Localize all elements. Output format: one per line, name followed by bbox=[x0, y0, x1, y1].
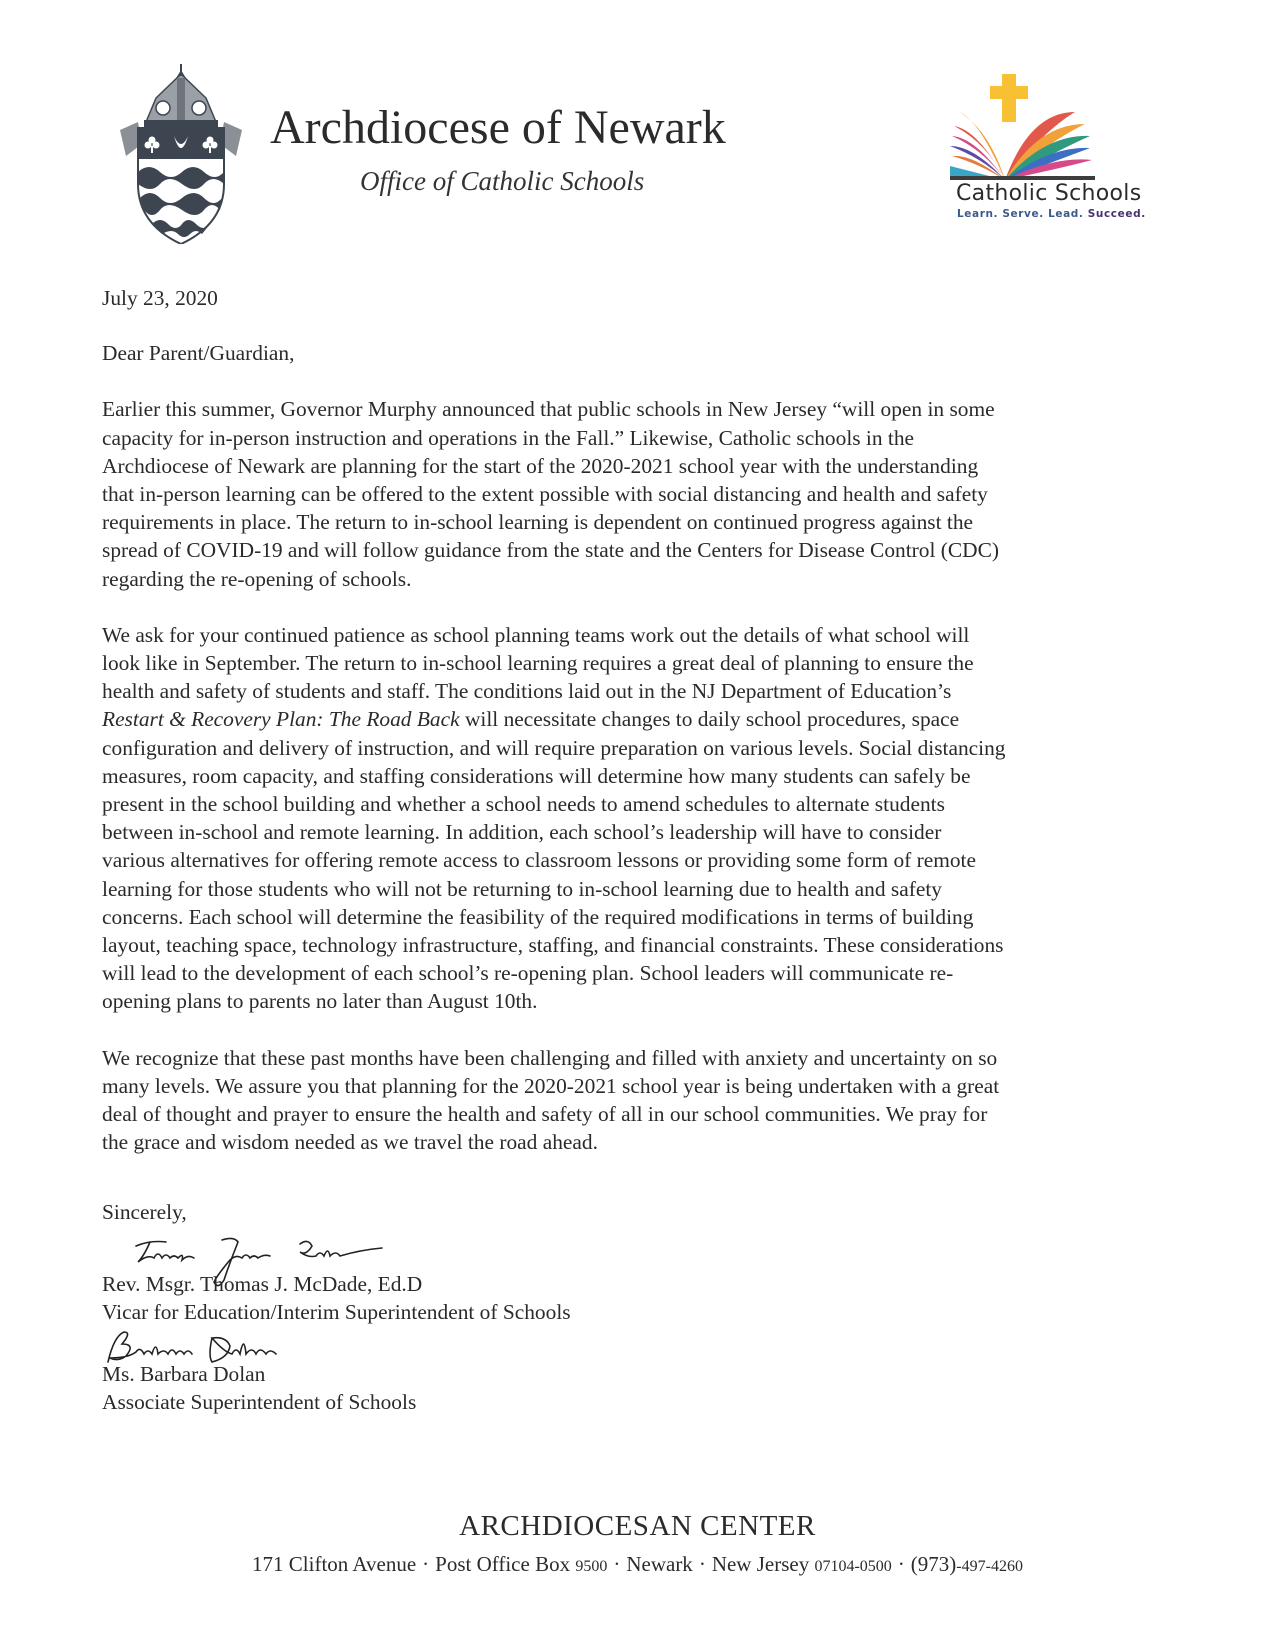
text-line: spread of COVID-19 and will follow guidance from the state and the Centers for Disease Control (CDC) bbox=[102, 538, 999, 563]
signatory-name: Rev. Msgr. Thomas J. McDade, Ed.D bbox=[102, 1272, 423, 1296]
text-line: between in-school and remote learning. In addition, each school’s leadership will have to consider bbox=[102, 820, 942, 845]
organization-subtitle: Office of Catholic Schools bbox=[360, 166, 645, 196]
footer-city: Newark bbox=[626, 1552, 693, 1576]
signatory-title: Vicar for Education/Interim Superintendent of Schools bbox=[102, 1300, 571, 1324]
paragraph-1 bbox=[102, 395, 1172, 592]
footer-po-box-label: Post Office Box bbox=[435, 1552, 571, 1576]
text-line: opening plans to parents no later than August 10th. bbox=[102, 989, 538, 1014]
signatory-2 bbox=[102, 1360, 416, 1416]
separator-dot: · bbox=[897, 1552, 905, 1576]
text-line: We ask for your continued patience as school planning teams work out the details of what school will bbox=[102, 622, 970, 647]
text-line: Earlier this summer, Governor Murphy announced that public schools in New Jersey “will open in some bbox=[102, 397, 995, 422]
footer-zip: 07104-0500 bbox=[814, 1558, 892, 1575]
text-line: capacity for in-person instruction and operations in the Fall.” Likewise, Catholic schools in the bbox=[102, 425, 915, 450]
text-line: present in the school building and whether a school needs to amend schedules to alternate students bbox=[102, 792, 945, 817]
text-line: Archdiocese of Newark are planning for the start of the 2020-2021 school year with the understanding bbox=[102, 453, 979, 478]
letter-body bbox=[102, 284, 1172, 1184]
signatory-name: Ms. Barbara Dolan bbox=[102, 1362, 266, 1386]
text-line: We recognize that these past months have been challenging and filled with anxiety and uncertainty on so bbox=[102, 1045, 998, 1070]
footer-phone: -497-4260 bbox=[956, 1558, 1023, 1575]
separator-dot: · bbox=[613, 1552, 621, 1576]
text-line: configuration and delivery of instruction, and will require preparation on various levels. Social distancing bbox=[102, 735, 1006, 760]
text-line: look like in September. The return to in-school learning requires a great deal of planning to ensure the bbox=[102, 651, 974, 676]
text-line: will lead to the development of each school’s re-opening plan. School leaders will communicate re- bbox=[102, 961, 954, 986]
plan-title-citation: Restart & Recovery Plan: The Road Back bbox=[102, 707, 460, 732]
paragraph-3 bbox=[102, 1044, 1172, 1157]
text-line: regarding the re-opening of schools. bbox=[102, 566, 412, 591]
text-line: learning for those students who will not be returning to in-school learning due to health and safety bbox=[102, 876, 942, 901]
catholic-schools-logo-name: Catholic Schools bbox=[956, 181, 1142, 206]
tagline-part2: Succeed. bbox=[1087, 208, 1146, 220]
footer-state: New Jersey bbox=[711, 1552, 810, 1576]
separator-dot: · bbox=[422, 1552, 430, 1576]
separator-dot: · bbox=[698, 1552, 706, 1576]
footer-title: ARCHDIOCESAN CENTER bbox=[459, 1510, 816, 1542]
footer-address bbox=[0, 1554, 1275, 1575]
footer-phone-area: (973) bbox=[910, 1552, 957, 1576]
text-line: many levels. We assure you that planning for the 2020-2021 school year is being undertaken with a great bbox=[102, 1073, 1000, 1098]
footer-street: 171 Clifton Avenue bbox=[252, 1552, 417, 1576]
catholic-schools-tagline bbox=[957, 209, 1146, 220]
letter-salutation: Dear Parent/Guardian, bbox=[102, 341, 295, 366]
signatory-1 bbox=[102, 1270, 571, 1326]
paragraph-2 bbox=[102, 621, 1172, 1016]
archdiocese-crest-icon bbox=[116, 64, 246, 244]
text-line: that in-person learning can be offered to the extent possible with social distancing and health and safety bbox=[102, 482, 988, 507]
footer-po-box-number: 9500 bbox=[575, 1558, 608, 1575]
organization-title: Archdiocese of Newark bbox=[270, 101, 726, 154]
tagline-part1: Learn. Serve. Lead. bbox=[957, 208, 1084, 220]
text-line: concerns. Each school will determine the feasibility of the required modifications in terms of building bbox=[102, 904, 974, 929]
text-line: the grace and wisdom needed as we travel the road ahead. bbox=[102, 1130, 598, 1155]
text-line-with-citation bbox=[102, 705, 1172, 733]
text-line: layout, teaching space, technology infrastructure, staffing, and financial constraints. These considerations bbox=[102, 933, 1004, 958]
text-line: health and safety of students and staff. The conditions laid out in the NJ Department of Education’s bbox=[102, 679, 952, 704]
text-line: deal of thought and prayer to ensure the health and safety of all in our school communities. We pray for bbox=[102, 1102, 988, 1127]
text-fragment: will necessitate changes to daily school procedures, space bbox=[459, 707, 960, 732]
signatory-title: Associate Superintendent of Schools bbox=[102, 1390, 417, 1414]
text-line: requirements in place. The return to in-school learning is dependent on continued progress against the bbox=[102, 510, 974, 535]
letter-closing: Sincerely, bbox=[102, 1200, 187, 1224]
text-line: various alternatives for offering remote access to classroom lessons or providing some form of remote bbox=[102, 848, 976, 873]
text-line: measures, room capacity, and staffing considerations will determine how many students can safely be bbox=[102, 763, 971, 788]
letter-date: July 23, 2020 bbox=[102, 286, 218, 310]
